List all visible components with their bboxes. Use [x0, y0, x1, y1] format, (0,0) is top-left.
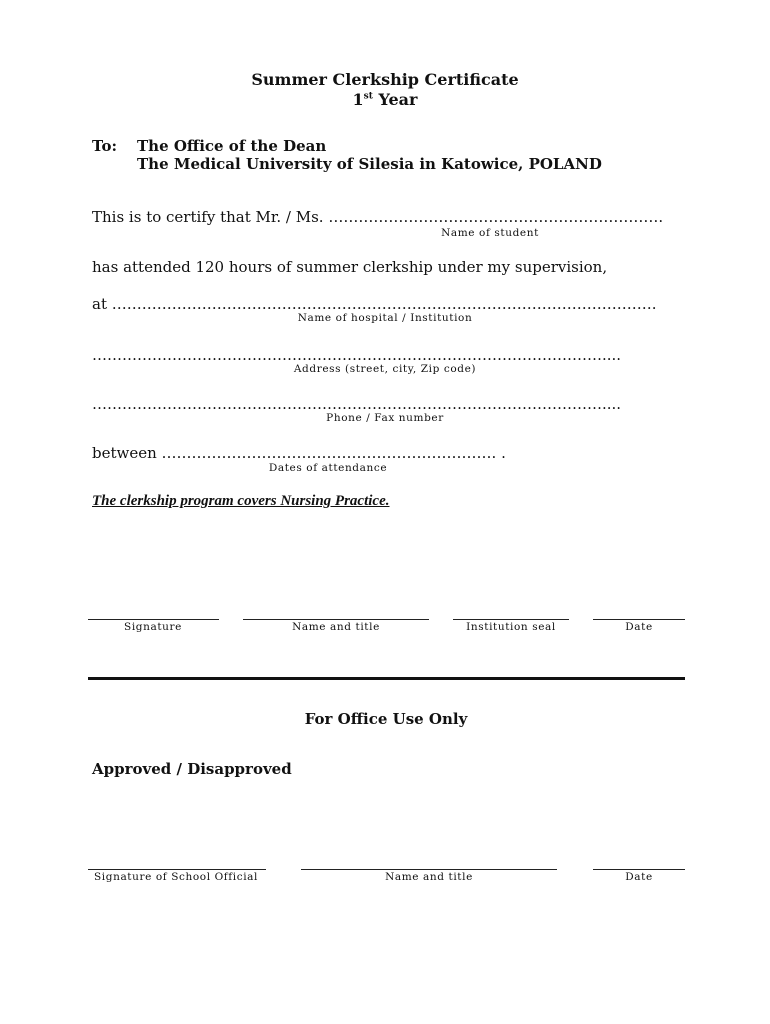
attendance-statement: has attended 120 hours of summer clerkship under my supervision, [92, 258, 608, 276]
address-caption: Address (street, city, Zip code) [293, 363, 477, 375]
signature-caption: Signature [124, 621, 182, 633]
address-line: ………………………………………………………………………………………….... [92, 346, 622, 364]
program-note: The clerkship program covers Nursing Practice. [92, 493, 390, 509]
name-title-caption: Name and title [292, 621, 380, 633]
year-number: 1 [352, 90, 364, 109]
signature-line [88, 619, 219, 620]
phone-caption: Phone / Fax number [326, 412, 444, 424]
year-ordinal: st [363, 91, 373, 102]
date-caption: Date [625, 621, 653, 633]
seal-line [453, 619, 569, 620]
office-use-heading: For Office Use Only [304, 710, 468, 728]
dates-line: between …………………………………………………………. . [92, 444, 506, 462]
hospital-line: at ………………………………………………………………………………………………. [92, 295, 657, 313]
certificate-year [353, 90, 418, 109]
recipient-line-2: The Medical University of Silesia in Katowice, POLAND [137, 155, 602, 173]
office-date-caption: Date [625, 871, 653, 883]
name-title-line [243, 619, 429, 620]
section-divider [88, 677, 685, 680]
seal-caption: Institution seal [466, 621, 556, 633]
approval-status: Approved / Disapproved [92, 760, 292, 778]
to-label: To: [92, 137, 117, 155]
official-signature-line [88, 869, 266, 870]
student-name-caption: Name of student [441, 227, 539, 239]
hospital-caption: Name of hospital / Institution [297, 312, 473, 324]
certify-line: This is to certify that Mr. / Ms. …………………………………………………………. [92, 208, 664, 226]
office-date-line [593, 869, 685, 870]
office-name-title-line [301, 869, 557, 870]
date-line [593, 619, 685, 620]
certificate-title: Summer Clerkship Certificate [251, 70, 519, 89]
office-name-title-caption: Name and title [385, 871, 473, 883]
official-signature-caption: Signature of School Official [94, 871, 258, 883]
dates-caption: Dates of attendance [268, 462, 388, 474]
year-word: Year [378, 90, 418, 109]
recipient-line-1: The Office of the Dean [137, 137, 327, 155]
phone-line: ………………………………………………………………………………………….... [92, 395, 622, 413]
